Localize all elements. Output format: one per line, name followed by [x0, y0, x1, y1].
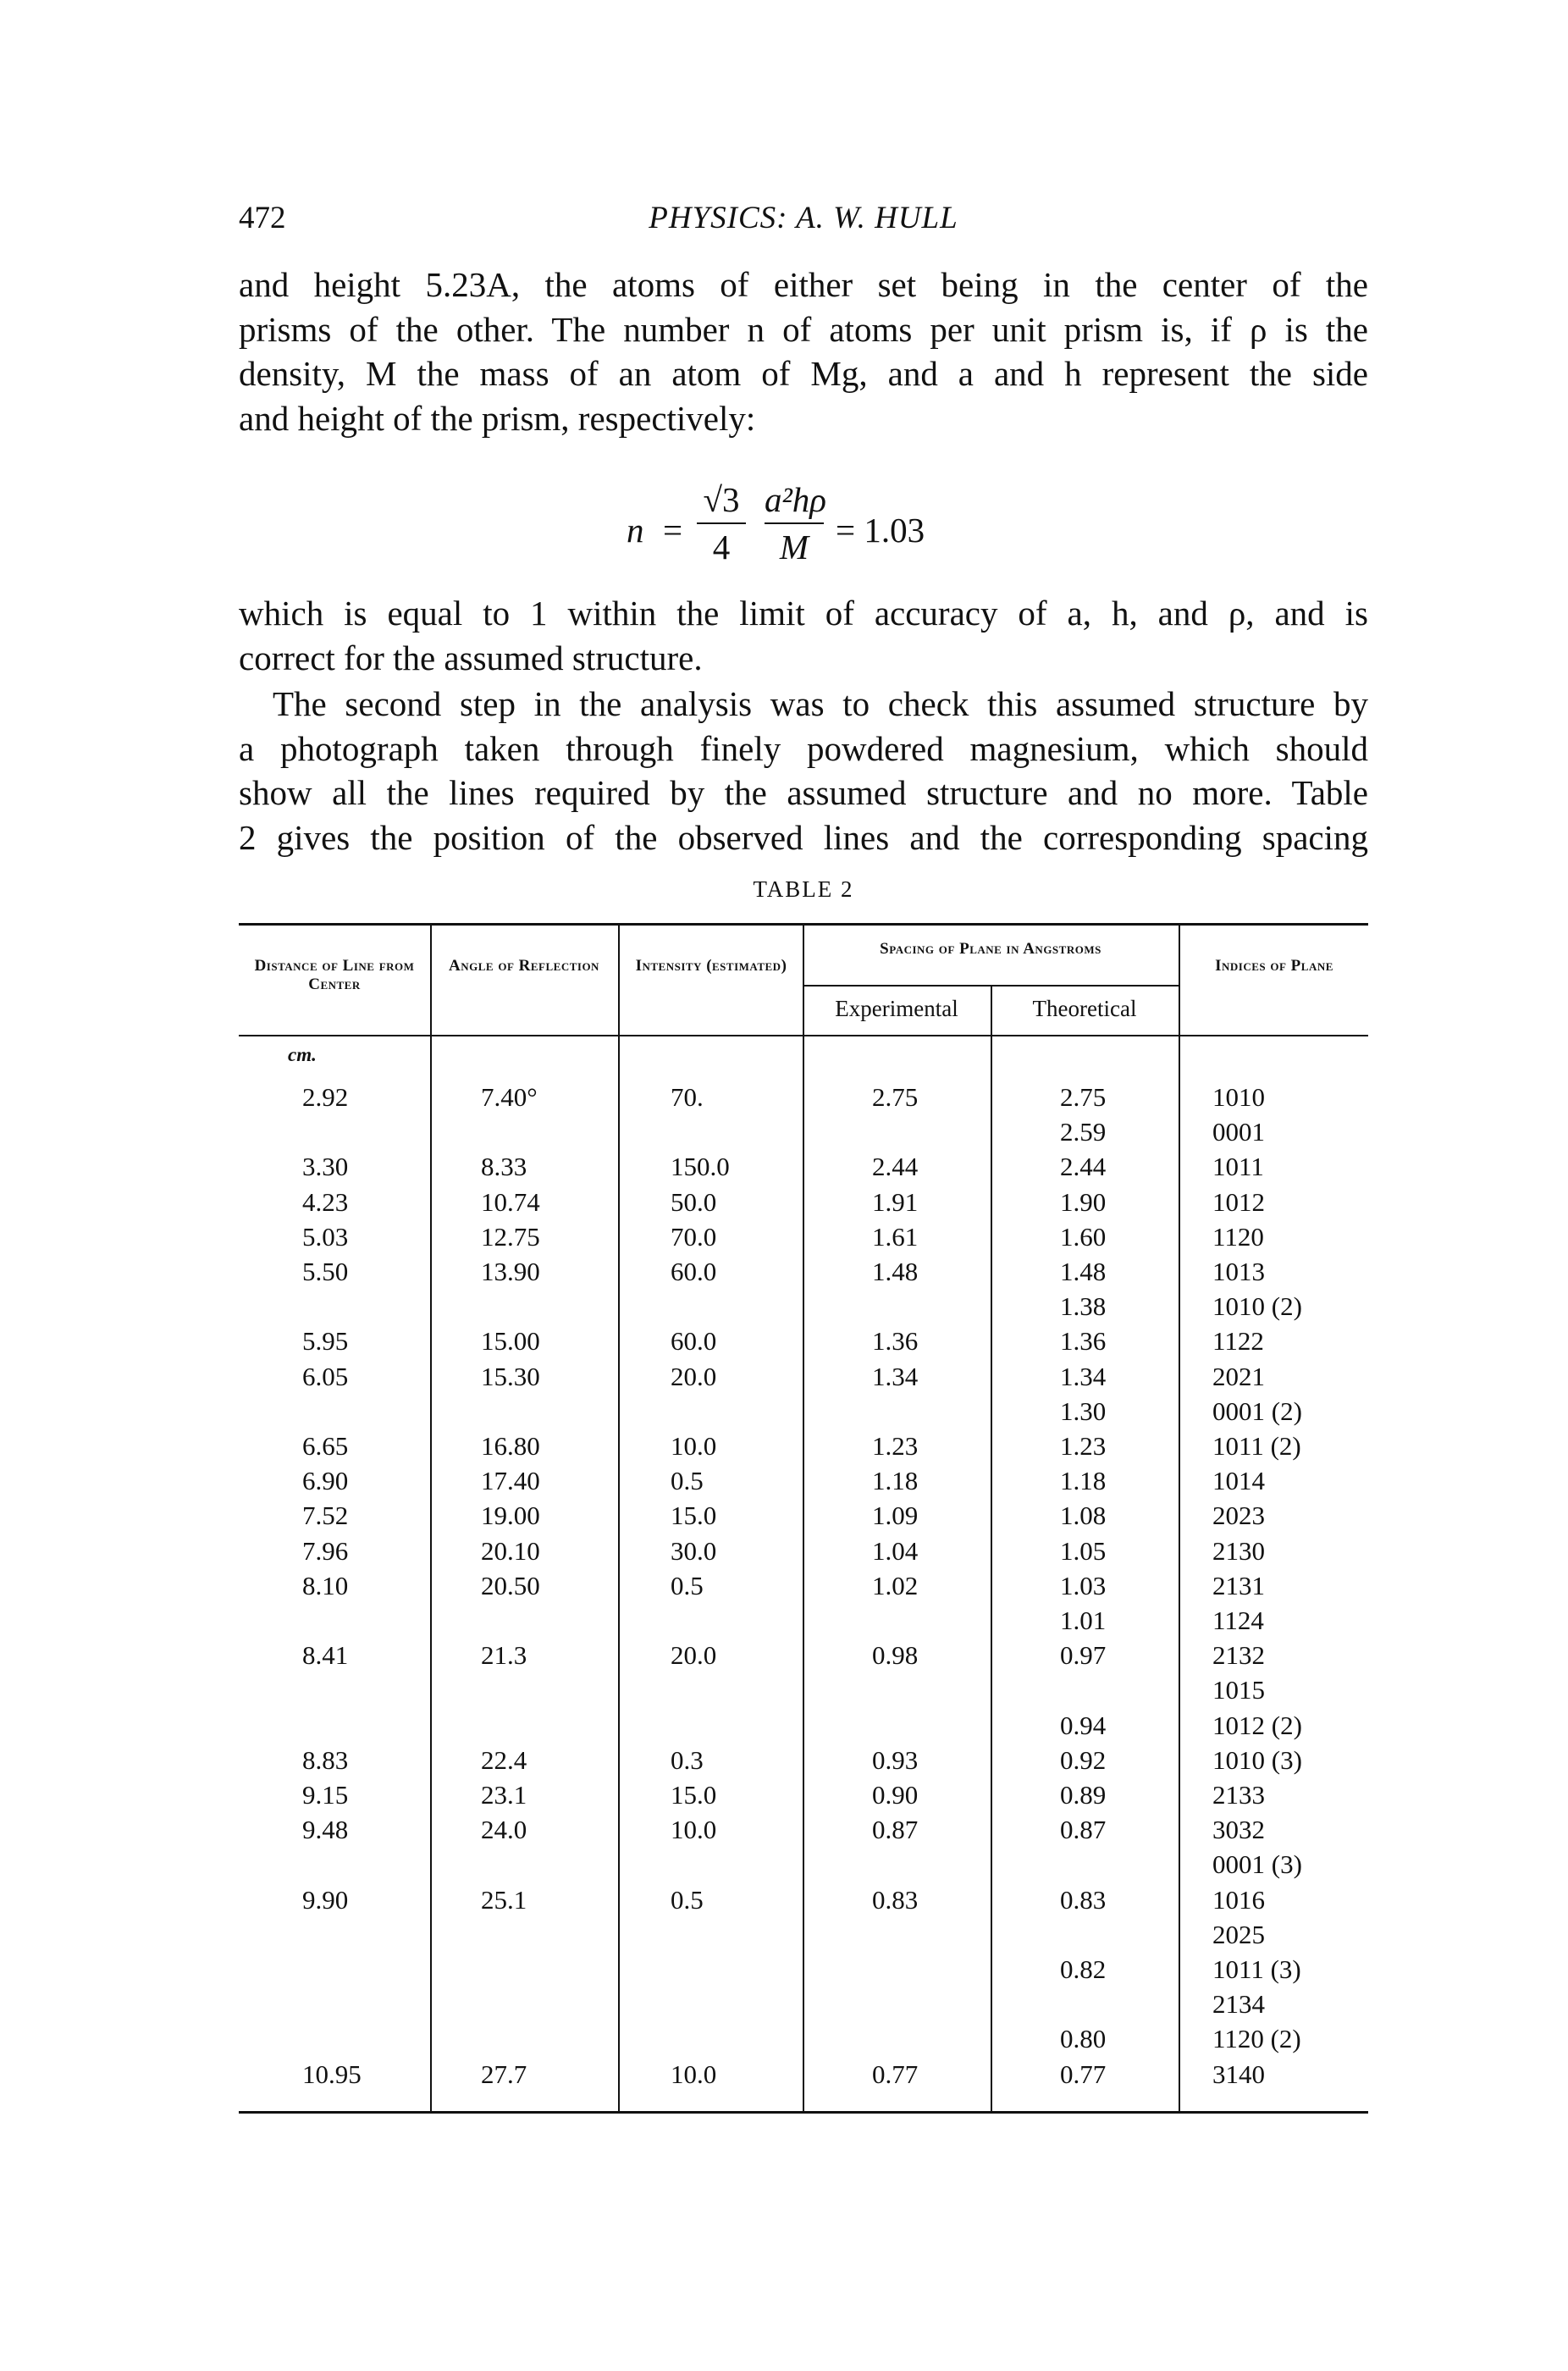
table-cell-idx: 0001 (3)	[1212, 1849, 1302, 1879]
table-cell-idx: 1013	[1212, 1257, 1265, 1286]
table-cell-intensity: 10.0	[671, 1431, 717, 1461]
table-cell-idx: 1011	[1212, 1152, 1264, 1181]
table-cell-idx: 1015	[1212, 1675, 1265, 1705]
table-cell-theo: 1.48	[1060, 1257, 1107, 1286]
table-caption: TABLE 2	[753, 876, 854, 902]
table-cell-dist: 9.15	[302, 1780, 349, 1810]
table-cell-exp: 0.98	[872, 1640, 919, 1670]
table-cell-angle: 22.4	[481, 1745, 527, 1775]
table-cell-intensity: 10.0	[671, 1815, 717, 1844]
table-cell-angle: 23.1	[481, 1780, 527, 1810]
column-divider	[803, 925, 804, 2112]
table-cell-dist: 8.10	[302, 1571, 349, 1600]
table-cell-intensity: 0.5	[671, 1466, 704, 1495]
table-cell-intensity: 70.	[671, 1082, 704, 1112]
table-cell-angle: 21.3	[481, 1640, 527, 1670]
table-cell-theo: 1.60	[1060, 1222, 1107, 1252]
column-divider	[1179, 925, 1180, 2112]
table-cell-exp: 0.90	[872, 1780, 919, 1810]
table-cell-exp: 1.23	[872, 1431, 919, 1461]
table-cell-idx: 2021	[1212, 1362, 1265, 1391]
fraction-bar	[765, 522, 824, 524]
table-cell-exp: 1.34	[872, 1362, 919, 1391]
table-cell-idx: 2133	[1212, 1780, 1265, 1810]
table-cell-theo: 1.03	[1060, 1571, 1107, 1600]
table-cell-idx: 2023	[1212, 1501, 1265, 1530]
table-cell-theo: 1.23	[1060, 1431, 1107, 1461]
table-cell-exp: 0.87	[872, 1815, 919, 1844]
paragraph-3	[239, 682, 1368, 859]
unit-label: cm.	[288, 1044, 317, 1065]
table-cell-exp: 1.36	[872, 1326, 919, 1356]
table-cell-angle: 12.75	[481, 1222, 540, 1252]
running-title: PHYSICS: A. W. HULL	[649, 201, 958, 235]
table-cell-exp: 1.91	[872, 1187, 919, 1217]
table-cell-theo: 0.97	[1060, 1640, 1107, 1670]
table-cell-intensity: 0.5	[671, 1571, 704, 1600]
header-experimental: Experimental	[835, 996, 958, 1021]
equals-sign: =	[663, 511, 683, 550]
table-cell-theo: 1.38	[1060, 1291, 1107, 1321]
text-line: a photograph taken through finely powdered magnesium, which should	[239, 728, 1368, 768]
table-cell-theo: 1.08	[1060, 1501, 1107, 1530]
equation-result: = 1.03	[836, 511, 925, 550]
page-header	[239, 200, 1368, 242]
table-cell-angle: 19.00	[481, 1501, 540, 1530]
table-cell-dist: 9.90	[302, 1885, 349, 1915]
table-cell-exp: 1.09	[872, 1501, 919, 1530]
table-cell-exp: 2.75	[872, 1082, 919, 1112]
table-cell-theo: 0.94	[1060, 1711, 1107, 1740]
text-line: and height 5.23A, the atoms of either set being in the center of the	[239, 265, 1368, 304]
text-line: prisms of the other. The number n of atoms per unit prism is, if ρ is the	[239, 309, 1368, 349]
text-line: show all the lines required by the assumed structure and no more. Table	[239, 773, 1368, 812]
table-cell-intensity: 0.5	[671, 1885, 704, 1915]
table-cell-exp: 1.04	[872, 1536, 919, 1566]
table-cell-angle: 25.1	[481, 1885, 527, 1915]
table-cell-idx: 2025	[1212, 1920, 1265, 1949]
table-cell-theo: 0.83	[1060, 1885, 1107, 1915]
table-cell-angle: 20.50	[481, 1571, 540, 1600]
table-cell-idx: 1010	[1212, 1082, 1265, 1112]
table-cell-dist: 7.96	[302, 1536, 349, 1566]
table-cell-exp: 0.83	[872, 1885, 919, 1915]
header-distance: Distance of Line from Center	[254, 957, 415, 993]
table-cell-angle: 15.00	[481, 1326, 540, 1356]
table-cell-theo: 2.75	[1060, 1082, 1107, 1112]
table-cell-angle: 13.90	[481, 1257, 540, 1286]
text-line: correct for the assumed structure.	[239, 638, 703, 677]
column-divider	[991, 987, 992, 2112]
table-cell-idx: 1011 (3)	[1212, 1954, 1301, 1984]
table-cell-dist: 6.65	[302, 1431, 349, 1461]
table-cell-intensity: 60.0	[671, 1326, 717, 1356]
table-cell-theo: 0.89	[1060, 1780, 1107, 1810]
table-cell-idx: 1010 (3)	[1212, 1745, 1302, 1775]
table-cell-idx: 1012	[1212, 1187, 1265, 1217]
table-cell-exp: 1.18	[872, 1466, 919, 1495]
table-cell-idx: 1122	[1212, 1326, 1264, 1356]
table-cell-idx: 0001 (2)	[1212, 1396, 1302, 1426]
table-cell-idx: 1011 (2)	[1212, 1431, 1301, 1461]
header-intensity: Intensity (estimated)	[635, 957, 787, 975]
equation-lhs: n	[627, 511, 644, 550]
table-cell-intensity: 20.0	[671, 1640, 717, 1670]
table-cell-idx: 2131	[1212, 1571, 1265, 1600]
table-cell-dist: 5.95	[302, 1326, 349, 1356]
table-cell-theo: 0.92	[1060, 1745, 1107, 1775]
numerator: a²hρ	[765, 480, 826, 519]
table-cell-dist: 10.95	[302, 2059, 362, 2089]
table-cell-exp: 2.44	[872, 1152, 919, 1181]
table-cell-exp: 1.02	[872, 1571, 919, 1600]
table-cell-theo: 1.01	[1060, 1606, 1107, 1635]
paragraph-1	[239, 263, 1368, 440]
table-cell-idx: 1120 (2)	[1212, 2024, 1301, 2053]
table-cell-intensity: 15.0	[671, 1780, 717, 1810]
table-cell-theo: 0.77	[1060, 2059, 1107, 2089]
table-cell-intensity: 60.0	[671, 1257, 717, 1286]
table-cell-theo: 0.80	[1060, 2024, 1107, 2053]
table-cell-exp: 1.48	[872, 1257, 919, 1286]
table-cell-dist: 8.83	[302, 1745, 349, 1775]
table-cell-intensity: 30.0	[671, 1536, 717, 1566]
table-cell-intensity: 10.0	[671, 2059, 717, 2089]
table-cell-intensity: 0.3	[671, 1745, 704, 1775]
fraction-sqrt3-over-4	[697, 478, 746, 568]
header-spacing: Spacing of Plane in Angstroms	[880, 940, 1101, 958]
table-cell-angle: 10.74	[481, 1187, 540, 1217]
text-line: 2 gives the position of the observed lines and the corresponding spacing	[239, 817, 1368, 857]
table-cell-exp: 0.77	[872, 2059, 919, 2089]
table-cell-intensity: 150.0	[671, 1152, 730, 1181]
numerator: √3	[703, 480, 740, 519]
text-line: which is equal to 1 within the limit of accuracy of a, h, and ρ, and is	[239, 594, 1368, 633]
header-angle: Angle of Reflection	[449, 957, 599, 975]
table-cell-exp: 0.93	[872, 1745, 919, 1775]
table-cell-idx: 3032	[1212, 1815, 1265, 1844]
text-line: and height of the prism, respectively:	[239, 398, 756, 438]
table-cell-dist: 9.48	[302, 1815, 349, 1844]
table-cell-angle: 8.33	[481, 1152, 527, 1181]
table-cell-angle: 15.30	[481, 1362, 540, 1391]
column-divider	[618, 925, 620, 2112]
table-cell-exp: 1.61	[872, 1222, 919, 1252]
table-cell-intensity: 50.0	[671, 1187, 717, 1217]
table-cell-idx: 3140	[1212, 2059, 1265, 2089]
denominator: M	[779, 528, 809, 566]
table-cell-theo: 1.30	[1060, 1396, 1107, 1426]
table-cell-dist: 3.30	[302, 1152, 349, 1181]
table-cell-idx: 1012 (2)	[1212, 1711, 1302, 1740]
fraction-a2hp-over-M	[765, 478, 824, 568]
denominator: 4	[712, 528, 731, 566]
table-cell-intensity: 15.0	[671, 1501, 717, 1530]
table-cell-idx: 1014	[1212, 1466, 1265, 1495]
table-cell-idx: 1016	[1212, 1885, 1265, 1915]
table-cell-dist: 7.52	[302, 1501, 349, 1530]
table-cell-angle: 17.40	[481, 1466, 540, 1495]
table-cell-idx: 2130	[1212, 1536, 1265, 1566]
table-cell-theo: 1.05	[1060, 1536, 1107, 1566]
table-cell-theo: 1.90	[1060, 1187, 1107, 1217]
table-cell-intensity: 70.0	[671, 1222, 717, 1252]
table-cell-theo: 1.18	[1060, 1466, 1107, 1495]
table-cell-dist: 6.05	[302, 1362, 349, 1391]
text-line: density, M the mass of an atom of Mg, and a and h represent the side	[239, 354, 1368, 393]
table-cell-angle: 16.80	[481, 1431, 540, 1461]
table-cell-angle: 27.7	[481, 2059, 527, 2089]
table-cell-idx: 0001	[1212, 1117, 1265, 1147]
table-cell-dist: 5.50	[302, 1257, 349, 1286]
table-cell-angle: 20.10	[481, 1536, 540, 1566]
table-cell-theo: 2.44	[1060, 1152, 1107, 1181]
header-theoretical: Theoretical	[1032, 996, 1137, 1021]
table-cell-dist: 4.23	[302, 1187, 349, 1217]
table-cell-theo: 0.87	[1060, 1815, 1107, 1844]
page-number: 472	[239, 201, 286, 235]
text-line: The second step in the analysis was to check this assumed structure by	[273, 684, 1368, 723]
density-equation	[627, 478, 1050, 572]
table-cell-dist: 6.90	[302, 1466, 349, 1495]
table-cell-intensity: 20.0	[671, 1362, 717, 1391]
fraction-bar	[697, 522, 746, 524]
column-divider	[430, 925, 432, 2112]
table-cell-dist: 2.92	[302, 1082, 349, 1112]
table-cell-theo: 1.36	[1060, 1326, 1107, 1356]
table-cell-idx: 1010 (2)	[1212, 1291, 1302, 1321]
table-cell-angle: 7.40°	[481, 1082, 538, 1112]
table-cell-idx: 1124	[1212, 1606, 1264, 1635]
table-cell-theo: 0.82	[1060, 1954, 1107, 1984]
table-cell-idx: 2134	[1212, 1989, 1265, 2019]
table-cell-angle: 24.0	[481, 1815, 527, 1844]
table-cell-theo: 2.59	[1060, 1117, 1107, 1147]
paragraph-2	[239, 591, 1368, 680]
table-cell-dist: 5.03	[302, 1222, 349, 1252]
table-cell-dist: 8.41	[302, 1640, 349, 1670]
table-cell-theo: 1.34	[1060, 1362, 1107, 1391]
table-cell-idx: 2132	[1212, 1640, 1265, 1670]
table-cell-idx: 1120	[1212, 1222, 1264, 1252]
header-indices: Indices of Plane	[1215, 957, 1333, 975]
